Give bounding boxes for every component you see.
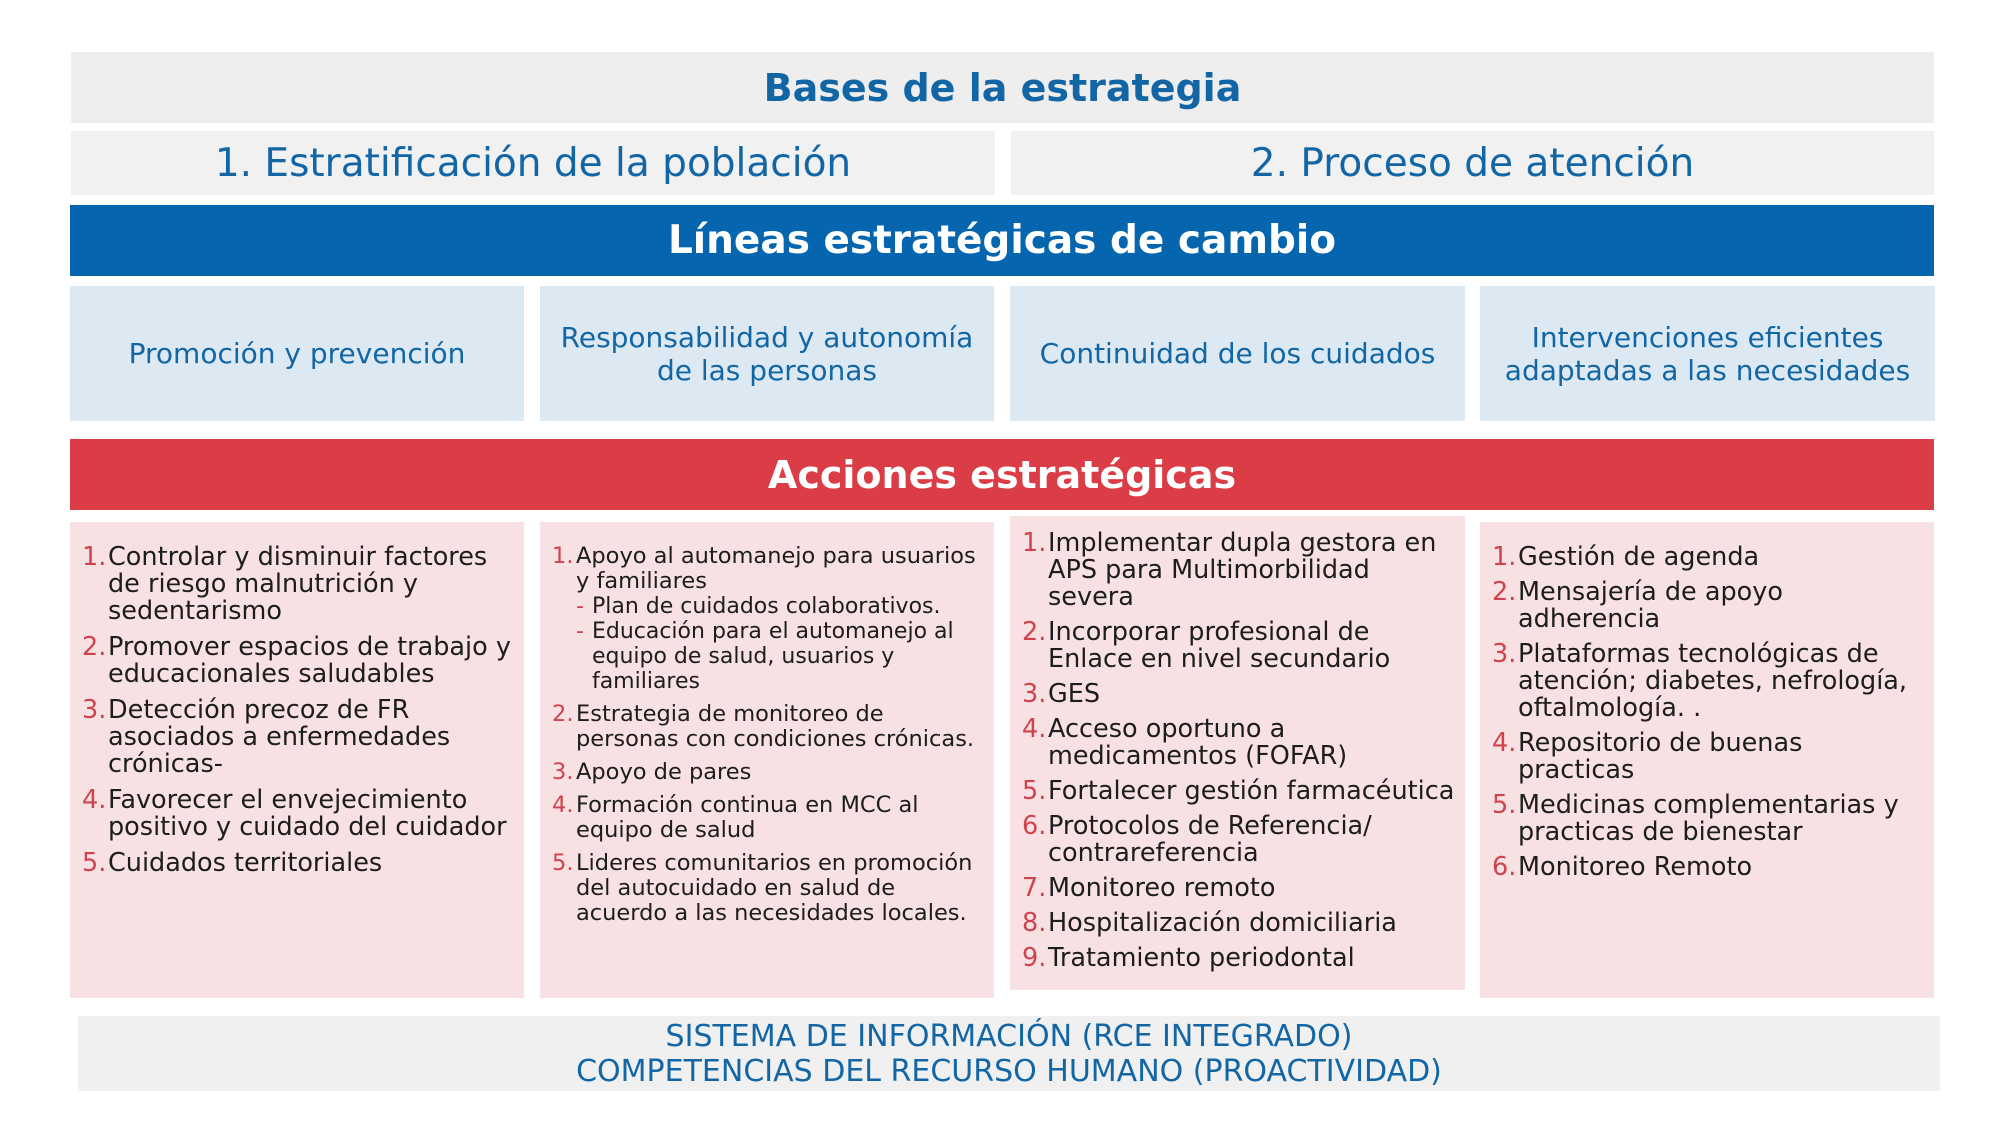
lineas-title: Líneas estratégicas de cambio — [667, 218, 1337, 263]
item-text: Monitoreo remoto — [1048, 873, 1276, 903]
linea-promocion-prevencion — [70, 286, 524, 421]
item-text: Apoyo de pares — [576, 759, 752, 785]
item-number: 3. — [1492, 639, 1517, 669]
item-text: Detección precoz de FR asociados a enfermedades crónicas- — [108, 695, 451, 779]
list-item — [1022, 619, 1455, 673]
action-list — [552, 544, 984, 926]
item-number: 6. — [1022, 811, 1047, 841]
item-text: Plataformas tecnológicas de atención; diabetes, nefrología, oftalmología. . — [1518, 639, 1908, 723]
acciones-column-continuidad — [1010, 516, 1465, 990]
pillar-estratificacion — [71, 131, 995, 195]
item-text: Hospitalización domiciliaria — [1048, 908, 1397, 938]
list-item — [1022, 910, 1455, 937]
item-number: 5. — [82, 848, 107, 878]
footer-banner — [78, 1016, 1940, 1091]
linea-intervenciones-eficientes — [1480, 286, 1935, 421]
linea-label: Responsabilidad y autonomía de las personas — [560, 320, 974, 387]
pillar-label: 1. Estratificación de la población — [214, 140, 852, 186]
item-text: Mensajería de apoyo adherencia — [1518, 577, 1783, 634]
item-text: Promover espacios de trabajo y educacionales saludables — [108, 632, 511, 689]
list-item — [82, 787, 514, 841]
list-item — [1492, 641, 1924, 722]
item-text: Cuidados territoriales — [108, 848, 383, 878]
sub-item — [576, 619, 984, 694]
list-item — [552, 544, 984, 694]
list-item — [552, 702, 984, 752]
item-text: Apoyo al automanejo para usuarios y familiares — [576, 543, 976, 594]
item-number: 1. — [1022, 528, 1047, 558]
item-number: 4. — [1022, 714, 1047, 744]
item-number: 1. — [552, 543, 574, 569]
item-text: Protocolos de Referencia/ contrareferencia — [1048, 811, 1372, 868]
item-number: 1. — [1492, 542, 1517, 572]
action-list — [82, 544, 514, 877]
item-number: 1. — [82, 542, 107, 572]
item-number: 7. — [1022, 873, 1047, 903]
list-item — [82, 850, 514, 877]
list-item — [82, 697, 514, 778]
item-number: 2. — [82, 632, 107, 662]
acciones-column-promocion — [70, 522, 524, 998]
linea-label: Continuidad de los cuidados — [1039, 337, 1436, 370]
linea-label: Intervenciones eficientes adaptadas a las necesidades — [1504, 320, 1911, 387]
item-number: 2. — [552, 701, 574, 727]
item-number: 3. — [82, 695, 107, 725]
item-text: Acceso oportuno a medicamentos (FOFAR) — [1048, 714, 1348, 771]
item-text: Repositorio de buenas practicas — [1518, 728, 1803, 785]
item-number: 5. — [552, 850, 574, 876]
item-text: Lideres comunitarios en promoción del autocuidado en salud de acuerdo a las necesidades locales. — [576, 850, 973, 926]
acciones-column-responsabilidad — [540, 522, 994, 998]
item-text: Incorporar profesional de Enlace en nivel secundario — [1048, 617, 1391, 674]
item-text: Formación continua en MCC al equipo de salud — [576, 792, 919, 843]
item-text: Implementar dupla gestora en APS para Multimorbilidad severa — [1048, 528, 1437, 612]
item-text: Tratamiento periodontal — [1048, 943, 1355, 973]
item-number: 2. — [1492, 577, 1517, 607]
list-item — [552, 851, 984, 926]
lineas-banner — [70, 205, 1934, 276]
sub-dash: - — [576, 619, 584, 644]
item-text: Monitoreo Remoto — [1518, 852, 1753, 882]
item-number: 8. — [1022, 908, 1047, 938]
item-text: Fortalecer gestión farmacéutica — [1048, 776, 1455, 806]
list-item — [1022, 778, 1455, 805]
list-item — [82, 634, 514, 688]
sub-text: Educación para el automanejo al equipo de salud, usuarios y familiares — [591, 619, 954, 694]
list-item — [82, 544, 514, 625]
item-text: GES — [1048, 679, 1101, 709]
list-item — [552, 760, 984, 785]
item-text: Medicinas complementarias y practicas de bienestar — [1518, 790, 1899, 847]
list-item — [1492, 854, 1924, 881]
sub-item — [576, 594, 984, 619]
list-item — [1492, 792, 1924, 846]
footer-sistema-informacion: SISTEMA DE INFORMACIÓN (RCE INTEGRADO) — [665, 1018, 1353, 1054]
item-number: 3. — [1022, 679, 1047, 709]
acciones-column-intervenciones — [1480, 522, 1934, 998]
item-number: 5. — [1022, 776, 1047, 806]
list-item — [1492, 579, 1924, 633]
item-number: 3. — [552, 759, 574, 785]
item-number: 4. — [1492, 728, 1517, 758]
list-item — [1022, 681, 1455, 708]
linea-continuidad-cuidados — [1010, 286, 1465, 421]
item-number: 4. — [82, 785, 107, 815]
list-item — [1492, 544, 1924, 571]
action-list — [1022, 530, 1455, 972]
item-body — [576, 544, 984, 694]
item-number: 6. — [1492, 852, 1517, 882]
item-number: 5. — [1492, 790, 1517, 820]
pillar-label: 2. Proceso de atención — [1250, 140, 1695, 186]
list-item — [1492, 730, 1924, 784]
linea-label: Promoción y prevención — [128, 337, 466, 370]
item-number: 9. — [1022, 943, 1047, 973]
item-text: Gestión de agenda — [1518, 542, 1760, 572]
sub-dash: - — [576, 594, 584, 619]
item-number: 2. — [1022, 617, 1047, 647]
item-number: 4. — [552, 792, 574, 818]
sub-text: Plan de cuidados colaborativos. — [591, 594, 941, 619]
list-item — [552, 793, 984, 843]
item-text: Favorecer el envejecimiento positivo y cuidado del cuidador — [108, 785, 507, 842]
list-item — [1022, 813, 1455, 867]
list-item — [1022, 945, 1455, 972]
list-item — [1022, 875, 1455, 902]
linea-responsabilidad-autonomia — [540, 286, 994, 421]
pillar-proceso-atencion — [1011, 131, 1934, 195]
list-item — [1022, 716, 1455, 770]
item-text: Estrategia de monitoreo de personas con condiciones crónicas. — [576, 701, 975, 752]
acciones-title: Acciones estratégicas — [767, 452, 1237, 497]
footer-competencias: COMPETENCIAS DEL RECURSO HUMANO (PROACTIVIDAD) — [576, 1053, 1442, 1089]
bases-banner — [71, 52, 1934, 123]
acciones-banner — [70, 439, 1934, 510]
item-text: Controlar y disminuir factores de riesgo malnutrición y sedentarismo — [108, 542, 488, 626]
list-item — [1022, 530, 1455, 611]
action-list — [1492, 544, 1924, 881]
bases-title: Bases de la estrategia — [763, 65, 1242, 110]
